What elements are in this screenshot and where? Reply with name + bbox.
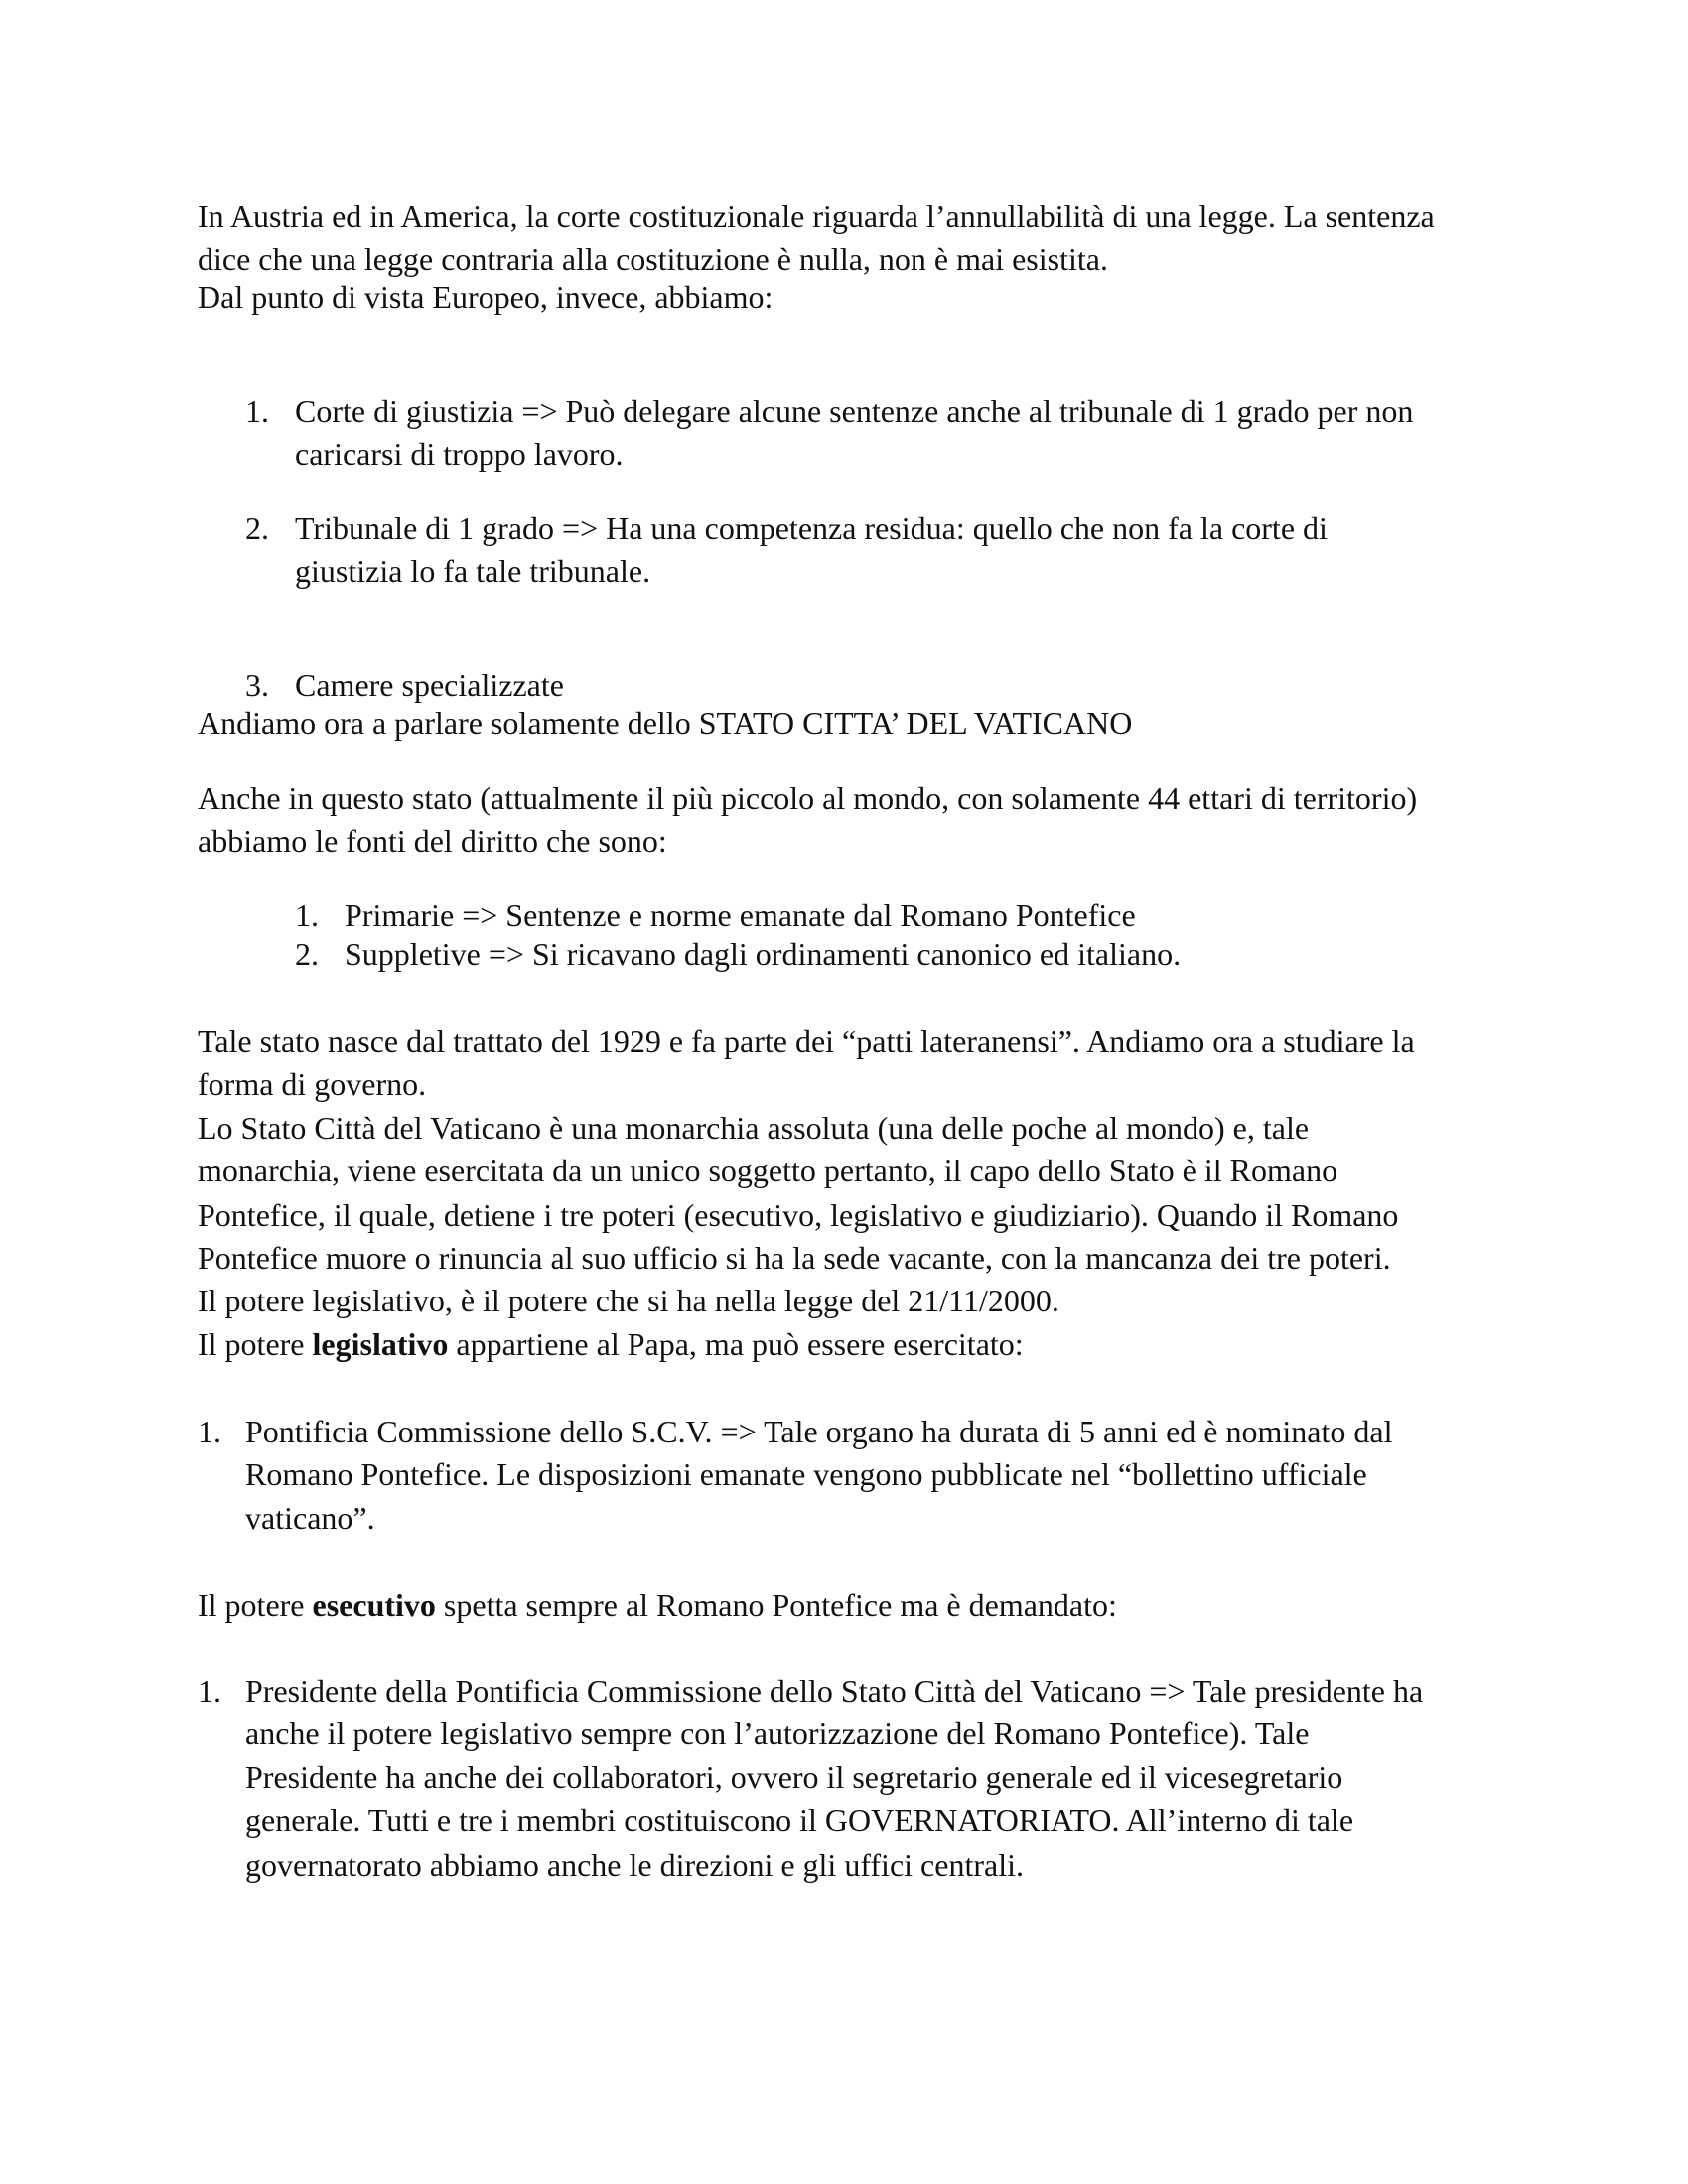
- paragraph-line: Pontefice muore o rinuncia al suo ufficio si ha la sede vacante, con la mancanza dei tre poteri.: [198, 1240, 1391, 1276]
- paragraph-line: [198, 1325, 1024, 1363]
- list-item: Camere specializzate: [295, 667, 564, 703]
- list-item: Pontificia Commissione dello S.C.V. => Tale organo ha durata di 5 anni ed è nominato dal: [245, 1414, 1393, 1449]
- bold-term: legislativo: [312, 1326, 449, 1362]
- paragraph-line: In Austria ed in America, la corte costituzionale riguarda l’annullabilità di una legge. La sentenza: [198, 199, 1435, 234]
- list-number: 1.: [198, 1673, 221, 1708]
- paragraph-line: Tale stato nasce dal trattato del 1929 e fa parte dei “patti lateranensi”. Andiamo ora a studiare la: [198, 1024, 1415, 1059]
- list-item: governatorato abbiamo anche le direzioni e gli uffici centrali.: [245, 1847, 1024, 1883]
- text: appartiene al Papa, ma può essere esercitato:: [448, 1326, 1024, 1362]
- list-number: 1.: [198, 1414, 221, 1449]
- list-item: generale. Tutti e tre i membri costituiscono il GOVERNATORIATO. All’interno di tale: [245, 1802, 1354, 1838]
- paragraph-line: Dal punto di vista Europeo, invece, abbiamo:: [198, 279, 774, 315]
- list-item: Suppletive => Si ricavano dagli ordinamenti canonico ed italiano.: [345, 936, 1182, 972]
- paragraph-line: [198, 1586, 1117, 1624]
- list-item: Romano Pontefice. Le disposizioni emanate vengono pubblicate nel “bollettino ufficiale: [245, 1456, 1367, 1492]
- list-number: 2.: [295, 936, 319, 972]
- paragraph-line: Anche in questo stato (attualmente il più piccolo al mondo, con solamente 44 ettari di territorio): [198, 780, 1418, 816]
- list-item: Tribunale di 1 grado => Ha una competenza residua: quello che non fa la corte di: [295, 510, 1328, 546]
- list-item: Presidente ha anche dei collaboratori, ovvero il segretario generale ed il vicesegretario: [245, 1759, 1343, 1795]
- text: Il potere: [198, 1587, 313, 1623]
- list-number: 1.: [245, 393, 269, 429]
- list-item: caricarsi di troppo lavoro.: [295, 436, 624, 472]
- list-number: 2.: [245, 510, 269, 546]
- bold-term: esecutivo: [312, 1587, 436, 1623]
- list-item: vaticano”.: [245, 1500, 375, 1536]
- list-item: anche il potere legislativo sempre con l’autorizzazione del Romano Pontefice). Tale: [245, 1715, 1310, 1751]
- list-item: Primarie => Sentenze e norme emanate dal Romano Pontefice: [345, 897, 1136, 933]
- paragraph-line: forma di governo.: [198, 1066, 427, 1102]
- paragraph-line: Lo Stato Città del Vaticano è una monarchia assoluta (una delle poche al mondo) e, tale: [198, 1110, 1310, 1146]
- paragraph-line: Pontefice, il quale, detiene i tre poteri (esecutivo, legislativo e giudiziario). Quando il Romano: [198, 1197, 1399, 1233]
- list-number: 3.: [245, 667, 269, 703]
- paragraph-line: dice che una legge contraria alla costituzione è nulla, non è mai esistita.: [198, 241, 1108, 277]
- paragraph-line: Andiamo ora a parlare solamente dello STATO CITTA’ DEL VATICANO: [198, 705, 1133, 741]
- paragraph-line: abbiamo le fonti del diritto che sono:: [198, 823, 667, 859]
- paragraph-line: monarchia, viene esercitata da un unico soggetto pertanto, il capo dello Stato è il Romano: [198, 1153, 1338, 1188]
- paragraph-line: Il potere legislativo, è il potere che si ha nella legge del 21/11/2000.: [198, 1283, 1059, 1318]
- list-item: Corte di giustizia => Può delegare alcune sentenze anche al tribunale di 1 grado per non: [295, 393, 1414, 429]
- list-number: 1.: [295, 897, 319, 933]
- list-item: giustizia lo fa tale tribunale.: [295, 553, 651, 589]
- list-item: Presidente della Pontificia Commissione dello Stato Città del Vaticano => Tale presidente ha: [245, 1673, 1424, 1708]
- text: Il potere: [198, 1326, 313, 1362]
- text: spetta sempre al Romano Pontefice ma è demandato:: [435, 1587, 1117, 1623]
